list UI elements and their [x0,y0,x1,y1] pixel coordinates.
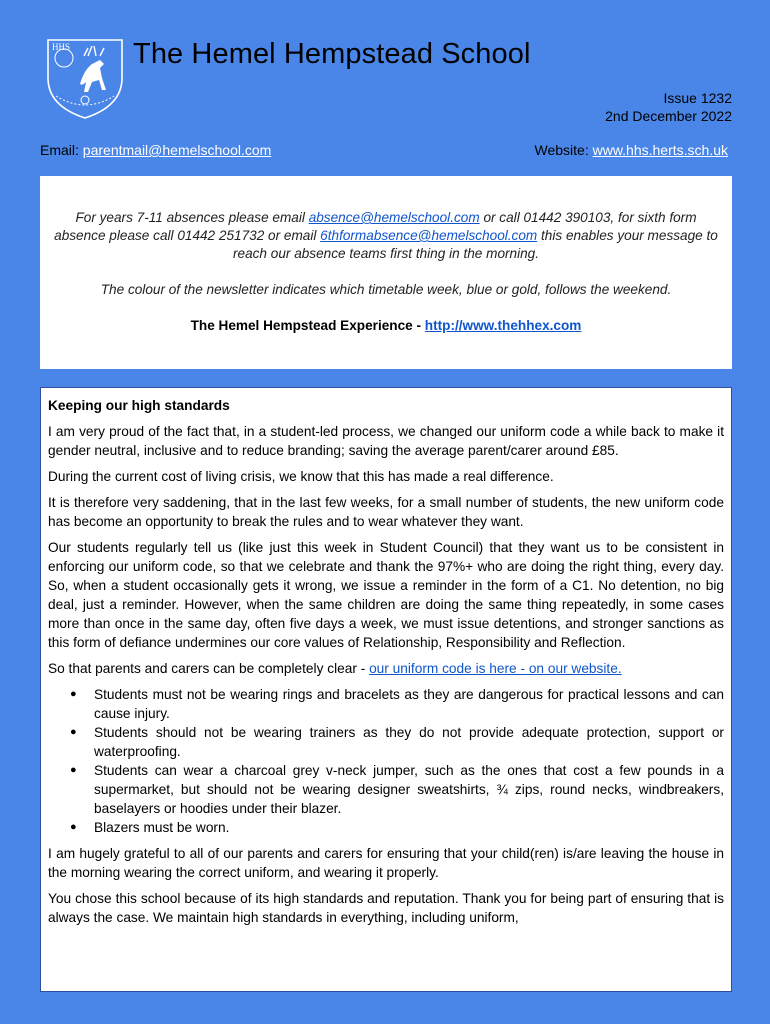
absence-text-part2: or call 01442 390103, for sixth form absence please call 01442 251732 or email [54,210,697,243]
experience-line [50,317,722,335]
paragraph-5-text: So that parents and carers can be completely clear - [48,661,370,676]
sixth-form-email-link[interactable]: 6thformabsence@hemelschool.com [320,228,538,243]
absence-text-part1: For years 7-11 absences please email [75,210,309,225]
list-item: ● Students must not be wearing rings and bracelets as they are dangerous for practical lessons and can cause injury. [94,685,724,723]
crest-letters: HHS [52,42,71,52]
absence-text [50,209,722,263]
absence-email-link[interactable]: absence@hemelschool.com [308,210,480,225]
paragraph-2: During the current cost of living crisis, we know that this has made a real difference. [48,469,554,484]
issue-date: 2nd December 2022 [605,108,732,124]
paragraph-4: Our students regularly tell us (like just this week in Student Council) that they want us to be consistent in enforcing our uniform code, so that we celebrate and thank the 97%+ who are doing the right thing, every day. So, when a student occasionally gets it wrong, we issue a reminder in the form of a C1. No detention, no big deal, just a reminder. However, when the same children are doing the same thing repeatedly, in some cases more than once in the same day, often five days a week, we must issue detentions, and stronger sanctions as this form of defiance undermines our core values of Relationship, Responsibility and Reflection. [48,540,724,650]
school-title: The Hemel Hempstead School [133,38,531,70]
list-item: ● Students should not be wearing trainers as they do not provide adequate protection, support or waterproofing. [94,723,724,761]
paragraph-5 [48,659,724,678]
paragraph-3: It is therefore very saddening, that in the last few weeks, for a small number of students, the new uniform code has become an opportunity to break the rules and to wear whatever they want. [48,495,724,529]
absence-text-part3: this enables your message to reach our absence teams first thing in the morning. [232,228,718,261]
experience-label: The Hemel Hempstead Experience - [190,318,425,333]
absence-notice-box [40,176,732,369]
list-item: ● Blazers must be worn. [94,818,724,837]
website-contact [535,142,729,158]
issue-info [605,89,732,125]
email-link[interactable]: parentmail@hemelschool.com [82,142,272,158]
colour-note: The colour of the newsletter indicates which timetable week, blue or gold, follows the weekend. [100,282,672,297]
website-label: Website: [534,142,593,158]
email-contact [40,142,271,158]
article-box [40,387,732,992]
article-heading: Keeping our high standards [48,398,230,413]
paragraph-7: You chose this school because of its high standards and reputation. Thank you for being part of ensuring that is always the case. We maintain high standards in everything, including uniform, [48,891,724,925]
website-link[interactable]: www.hhs.herts.sch.uk [592,142,728,158]
list-item: ● Students can wear a charcoal grey v-neck jumper, such as the ones that cost a few pounds in a supermarket, but should not be wearing designer sweatshirts, ¾ zips, round necks, windbreakers, baselayers or hoodies under their blazer. [94,761,724,818]
paragraph-1: I am very proud of the fact that, in a student-led process, we changed our uniform code a while back to make it gender neutral, inclusive and to reduce branding; saving the average parent/carer around £85. [48,424,724,458]
paragraph-6: I am hugely grateful to all of our parents and carers for ensuring that your child(ren) is/are leaving the house in the morning wearing the correct uniform, and wearing it properly. [48,846,724,880]
school-crest-logo [44,34,126,120]
uniform-code-link[interactable]: our uniform code is here - on our website. [369,661,622,676]
email-label: Email: [40,142,83,158]
uniform-rules-list [48,685,724,837]
issue-number: Issue 1232 [663,90,732,106]
experience-link[interactable]: http://www.thehhex.com [424,318,582,333]
